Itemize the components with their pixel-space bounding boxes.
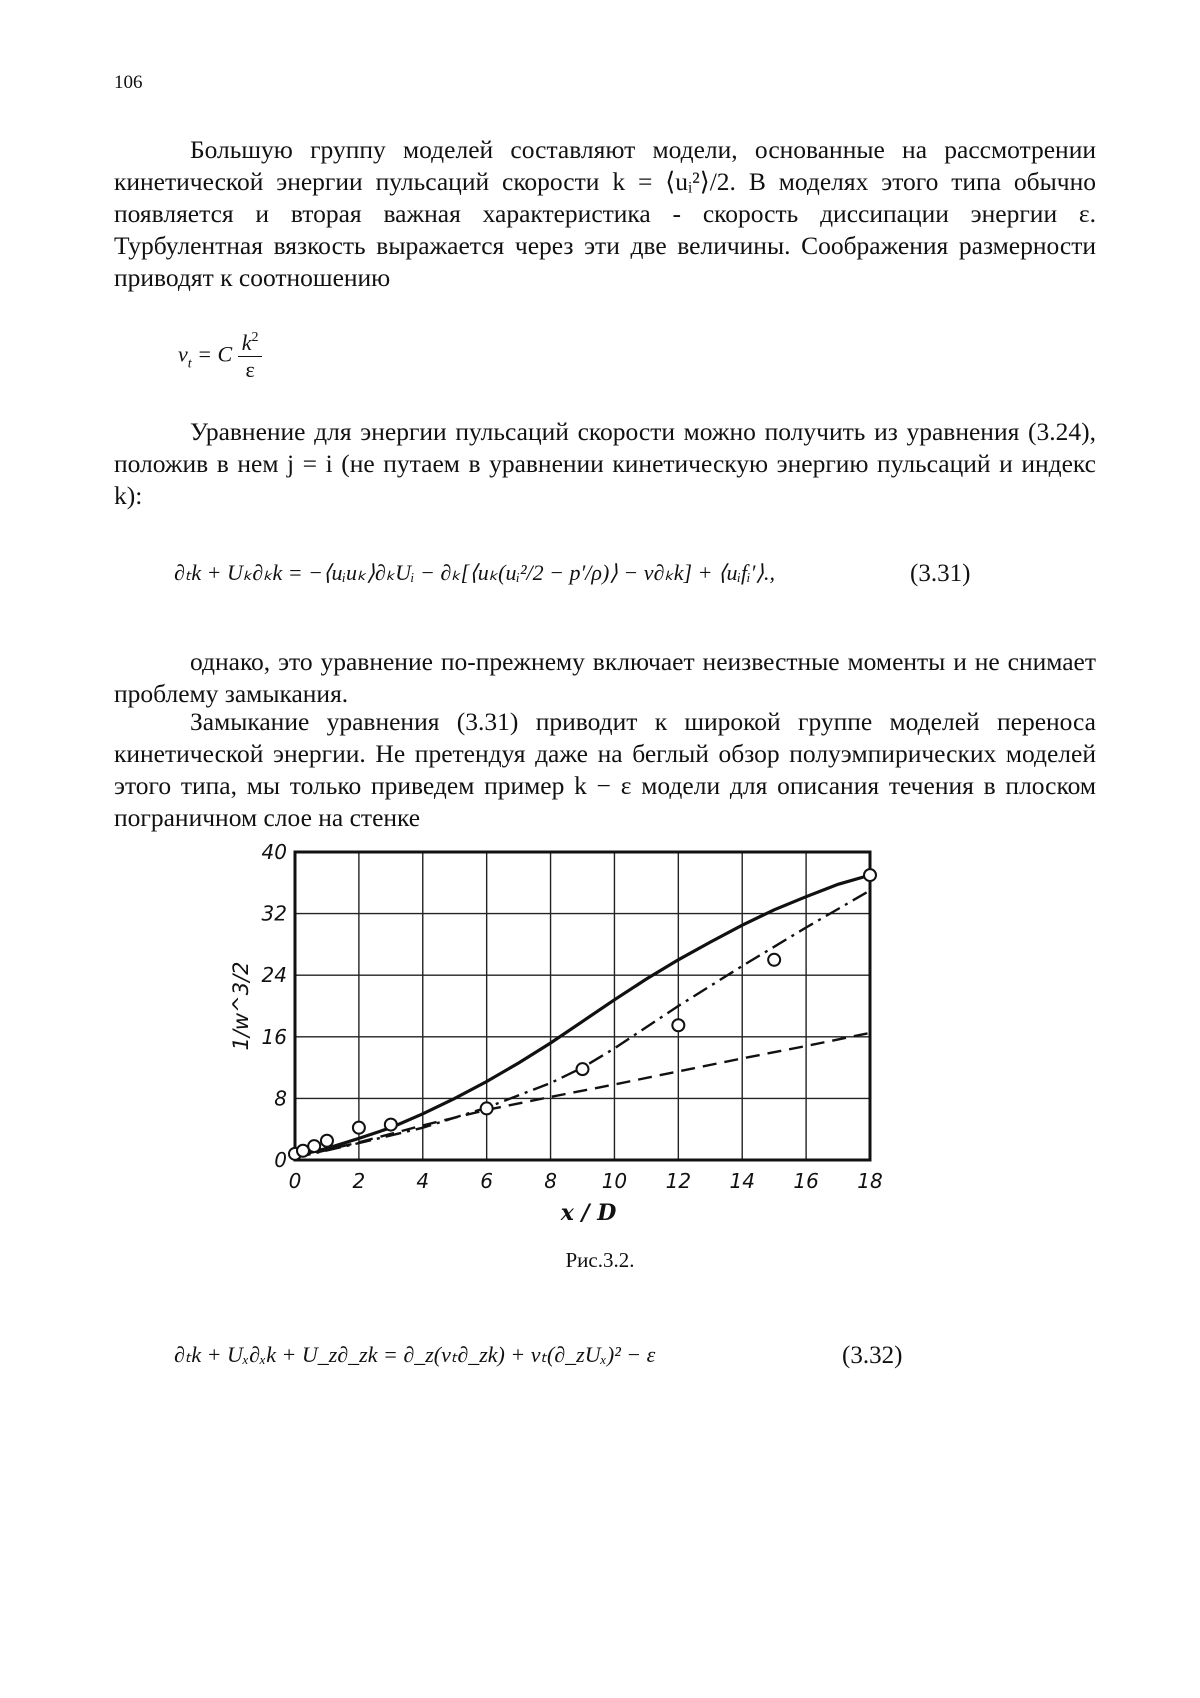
formula-nu-lhs-sub: t [188,357,192,372]
data-point [864,869,876,881]
y-tick-label: 16 [262,1025,287,1049]
series-dashed [295,1033,870,1158]
paragraph-3: однако, это уравнение по-прежнему включает неизвестные моменты и не снимает проблему замыкания. [114,646,1096,710]
equation-3-32: ∂ₜk + Uₓ∂ₓk + U_z∂_zk = ∂_z(νₜ∂_zk) + νₜ(∂_zUₓ)² − ε [174,1342,655,1368]
formula-nu-num: k [242,330,252,355]
data-point [768,954,780,966]
series-solid [295,875,870,1156]
x-tick-label: 6 [480,1169,493,1193]
page-number: 106 [114,72,143,94]
x-tick-label: 16 [793,1169,818,1193]
x-tick-label: 18 [857,1169,882,1193]
x-tick-label: 2 [353,1169,366,1193]
paragraph-1: Большую группу моделей составляют модели, основанные на рассмотрении кинетической энергии пульсаций скорости k = ⟨uᵢ²⟩/2. В моделях этого типа обычно появляется и вторая важная характеристика - скорость диссипации энергии ε. Турбулентная вязкость выражается через эти две величины. Соображения размерности приводят к соотношению [114,134,1096,294]
equation-3-31-number: (3.31) [910,560,970,588]
x-tick-label: 12 [666,1169,691,1193]
y-tick-label: 24 [262,963,287,987]
equation-3-31: ∂ₜk + Uₖ∂ₖk = −⟨uᵢuₖ⟩∂ₖUᵢ − ∂ₖ[⟨uₖ(uᵢ²/2 − p′/ρ)⟩ − ν∂ₖk] + ⟨uᵢfᵢ′⟩., [174,560,775,586]
x-tick-label: 14 [729,1169,754,1193]
x-tick-label: 8 [544,1169,557,1193]
x-tick-label: 10 [602,1169,627,1193]
data-point [577,1063,589,1075]
formula-nu-num-sup: 2 [251,330,258,345]
x-axis-label: x / D [560,1200,617,1226]
formula-nu-lhs: ν [178,342,188,367]
series-dash-dot [295,891,870,1158]
x-tick-label: 4 [416,1169,429,1193]
paragraph-4: Замыкание уравнения (3.31) приводит к широкой группе моделей переноса кинетической энергии. Не претендуя даже на беглый обзор полуэмпирических моделей этого типа, мы только приведем пример k − ε модели для описания течения в плоском пограничном слое на стенке [114,706,1096,834]
formula-nu-den: ε [238,357,263,383]
y-tick-label: 32 [262,902,287,926]
data-point [481,1102,493,1114]
figure-3-2-chart [200,830,920,1240]
formula-nu-t [178,330,262,383]
figure-caption: Рис.3.2. [0,1248,1200,1273]
equation-3-32-number: (3.32) [842,1342,902,1370]
formula-nu-eq: = C [192,342,233,367]
x-tick-label: 0 [289,1169,302,1193]
y-tick-label: 8 [274,1086,287,1110]
formula-nu-fraction [238,330,263,383]
y-tick-label: 40 [262,840,287,864]
y-axis-label: 1/w^3/2 [229,961,253,1050]
plot-frame [295,852,870,1160]
y-tick-label: 0 [274,1148,287,1172]
data-point [385,1119,397,1131]
data-point [321,1135,333,1147]
data-point [353,1122,365,1134]
data-point [672,1019,684,1031]
data-point [308,1140,320,1152]
paragraph-2: Уравнение для энергии пульсаций скорости можно получить из уравнения (3.24), положив в нем j = i (не путаем в уравнении кинетическую энергию пульсаций и индекс k): [114,416,1096,512]
